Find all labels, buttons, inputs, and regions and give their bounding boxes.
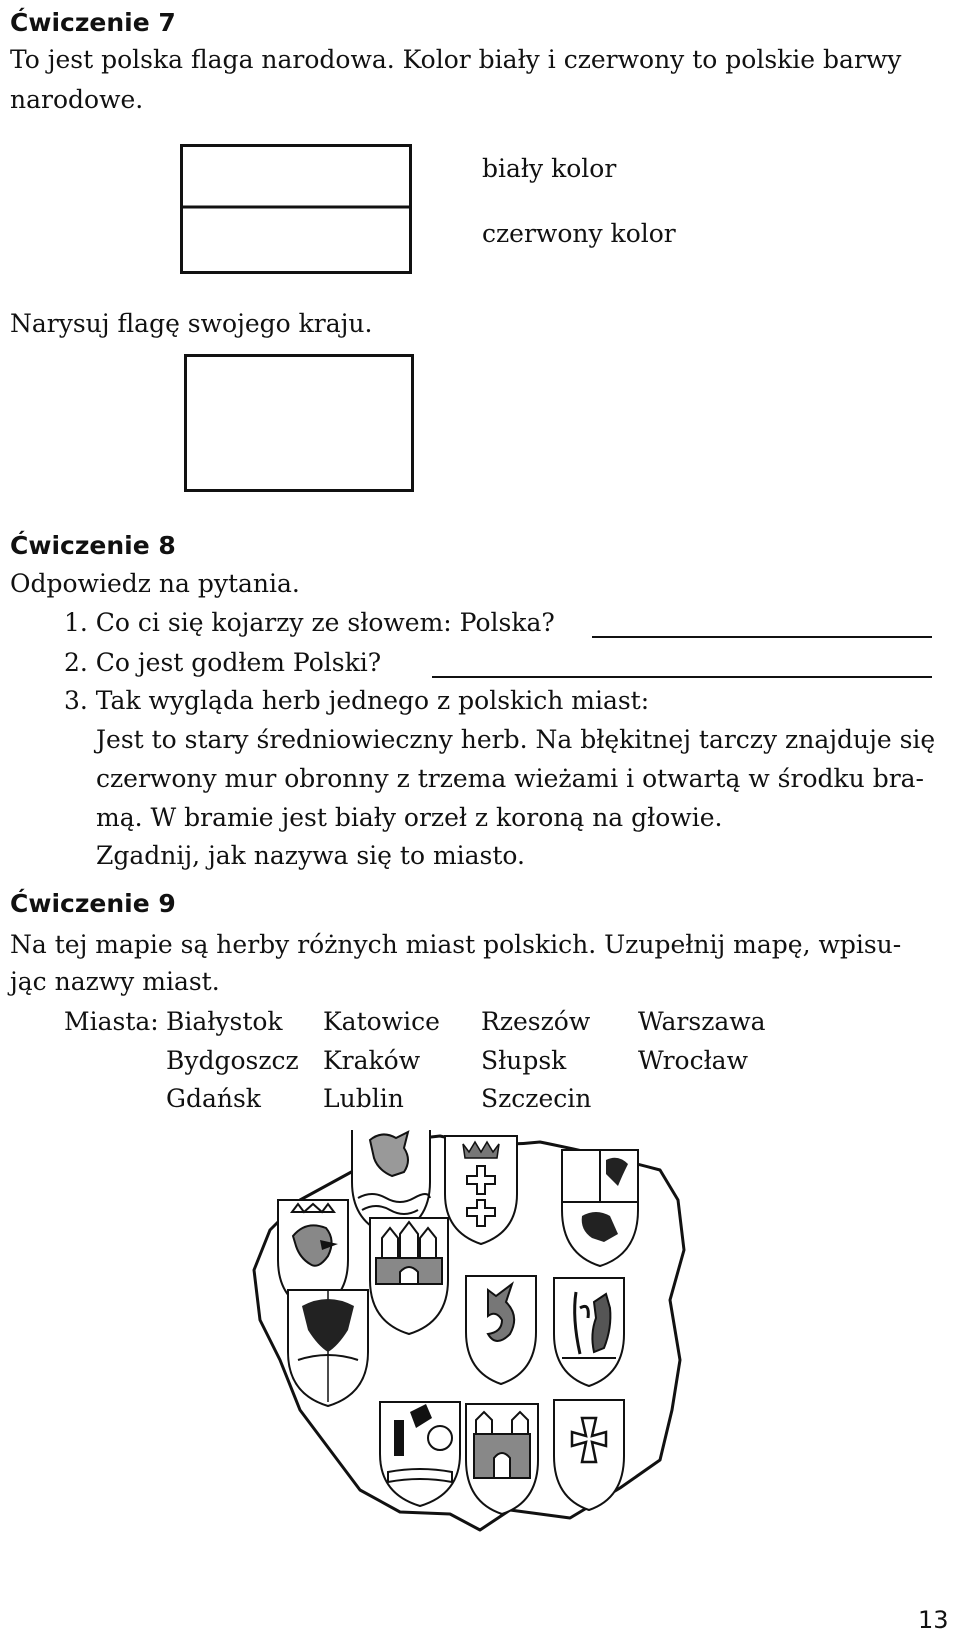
herb-description-2: czerwony mur obronny z trzema wieżami i otwartą w środku bra- bbox=[96, 764, 925, 793]
city-rzeszow: Rzeszów bbox=[481, 1007, 591, 1036]
city-gdansk: Gdańsk bbox=[166, 1084, 261, 1113]
city-bialystok: Białystok bbox=[166, 1007, 283, 1036]
exercise7-intro-line2: narodowe. bbox=[10, 85, 144, 114]
coat-of-arms-6 bbox=[288, 1290, 368, 1406]
coat-of-arms-5 bbox=[370, 1218, 448, 1334]
exercise7-intro-line1: To jest polska flaga narodowa. Kolor biały i czerwony to polskie barwy bbox=[10, 45, 902, 74]
exercise8-heading: Ćwiczenie 8 bbox=[10, 531, 176, 560]
polish-flag-outline bbox=[180, 144, 412, 274]
coat-of-arms-10 bbox=[466, 1404, 538, 1514]
question-1: 1. Co ci się kojarzy ze słowem: Polska? bbox=[64, 608, 555, 637]
coat-of-arms-4 bbox=[562, 1150, 638, 1266]
poland-map bbox=[240, 1130, 720, 1550]
coat-of-arms-9 bbox=[380, 1402, 460, 1506]
exercise9-intro-line1: Na tej mapie są herby różnych miast polskich. Uzupełnij mapę, wpisu- bbox=[10, 930, 902, 959]
city-lublin: Lublin bbox=[323, 1084, 404, 1113]
herb-description-3: mą. W bramie jest biały orzeł z koroną na głowie. bbox=[96, 803, 723, 832]
exercise8-intro: Odpowiedz na pytania. bbox=[10, 569, 300, 598]
coat-of-arms-11 bbox=[554, 1400, 624, 1510]
page-number: 13 bbox=[918, 1606, 949, 1634]
city-krakow: Kraków bbox=[323, 1046, 421, 1075]
city-szczecin: Szczecin bbox=[481, 1084, 592, 1113]
herb-description-4: Zgadnij, jak nazywa się to miasto. bbox=[96, 841, 525, 870]
exercise9-heading: Ćwiczenie 9 bbox=[10, 889, 176, 918]
city-slupsk: Słupsk bbox=[481, 1046, 567, 1075]
city-wroclaw: Wrocław bbox=[638, 1046, 748, 1075]
coat-of-arms-3 bbox=[445, 1136, 517, 1244]
city-warszawa: Warszawa bbox=[638, 1007, 766, 1036]
draw-flag-prompt: Narysuj flagę swojego kraju. bbox=[10, 309, 373, 338]
label-white-color: biały kolor bbox=[482, 154, 617, 183]
city-bydgoszcz: Bydgoszcz bbox=[166, 1046, 299, 1075]
answer-line-2[interactable] bbox=[432, 676, 932, 678]
cities-label: Miasta: bbox=[64, 1007, 159, 1036]
coat-of-arms-7 bbox=[466, 1276, 536, 1384]
coat-of-arms-8 bbox=[554, 1278, 624, 1386]
label-red-color: czerwony kolor bbox=[482, 219, 676, 248]
city-katowice: Katowice bbox=[323, 1007, 440, 1036]
exercise9-intro-line2: jąc nazwy miast. bbox=[10, 967, 220, 996]
question-2: 2. Co jest godłem Polski? bbox=[64, 648, 382, 677]
herb-description-1: Jest to stary średniowieczny herb. Na błękitnej tarczy znajduje się bbox=[96, 725, 936, 754]
question-3: 3. Tak wygląda herb jednego z polskich miast: bbox=[64, 686, 650, 715]
empty-flag-box[interactable] bbox=[184, 354, 414, 492]
exercise7-heading: Ćwiczenie 7 bbox=[10, 8, 176, 37]
answer-line-1[interactable] bbox=[592, 636, 932, 638]
